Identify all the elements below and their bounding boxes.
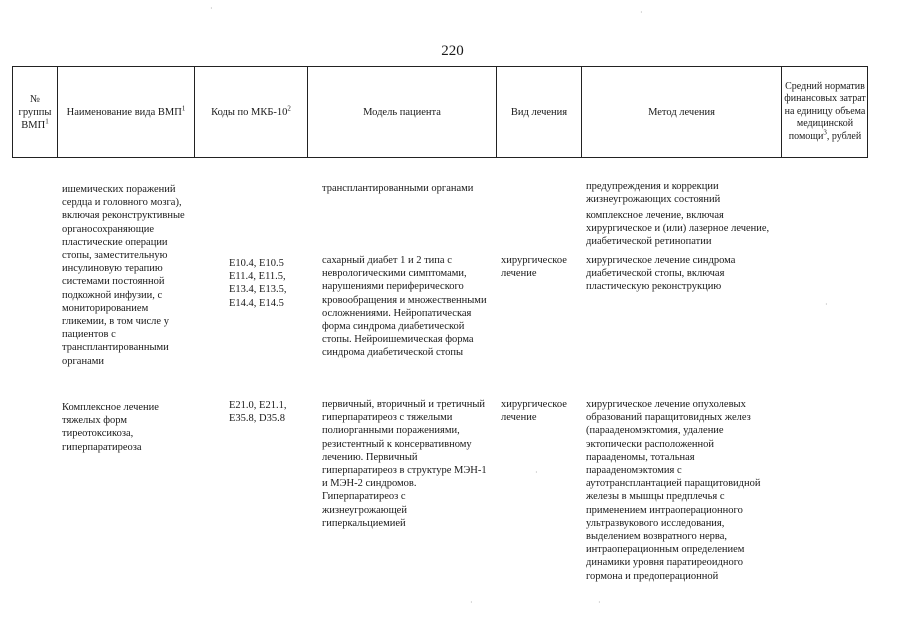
row1-treatment: хирургическое лечение xyxy=(501,255,567,280)
row2-model: первичный, вторичный и третичный гиперпаратиреоз с тяжелыми полиорганными поражениями, резистентный к консервативному лечению. Первичный гиперпаратиреоз в структуре МЭН-1 и МЭН-2 синдромов. Гиперпаратиреоз с жизнеугрожающей гиперкальциемией xyxy=(322,399,487,529)
header-right-border xyxy=(867,66,868,158)
header-divider-6 xyxy=(781,66,782,158)
page-number: 220 xyxy=(441,43,464,59)
row1-method-surgery: хирургическое лечение синдрома диабетической стопы, включая пластическую реконструкцию xyxy=(586,255,736,293)
header-cost: Средний норматив финансовых затрат на единицу объема медицинской помощи$^3$, рублей xyxy=(784,80,866,142)
row1-method-continued: предупреждения и коррекции жизнеугрожающих состояний xyxy=(586,181,721,206)
header-model: Модель пациента xyxy=(363,106,441,118)
scan-speck: · xyxy=(535,468,538,477)
row1-model-continued: трансплантированными органами xyxy=(322,183,474,194)
row1-codes: E10.4, E10.5 E11.4, E11.5, E13.4, E13.5, E14.4, E14.5 xyxy=(229,258,287,309)
row1-model: сахарный диабет 1 и 2 типа с неврологическими симптомами, нарушениями периферического кровообращения и множественными осложнениями. Нейропатическая форма синдрома диабетической стопы. Нейроишемическая форма синдрома диабетической стопы xyxy=(322,255,487,359)
scan-speck: · xyxy=(598,598,601,607)
row1-name: ишемических поражений сердца и головного мозга), включая реконструктивные органосохраняющие пластические операции стопы, заместительную инсулиновую терапию системами постоянной подкожной инфузии, с мониторированием гликемии, в том числе у пациентов с трансплантированными органами xyxy=(62,184,185,367)
scan-speck: · xyxy=(825,300,828,309)
header-codes: Коды по МКБ-$10^2$ xyxy=(211,104,291,118)
scan-speck: · xyxy=(470,598,473,607)
header-method: Метод лечения xyxy=(648,106,715,118)
header-treatment: Вид лечения xyxy=(510,106,568,118)
scan-speck: · xyxy=(210,4,213,13)
row2-name: Комплексное лечение тяжелых форм тиреотоксикоза, гиперпаратиреоза xyxy=(62,402,159,453)
header-name: Наименование вида ВМП$^1$ xyxy=(66,104,186,118)
header-bottom-border xyxy=(12,157,868,158)
header-group: № группы ВМП$^1$ xyxy=(18,93,52,131)
scan-speck: · xyxy=(640,8,643,17)
row2-treatment: хирургическое лечение xyxy=(501,399,567,424)
row1-method-retinopathy: комплексное лечение, включая хирургическое и (или) лазерное лечение, диабетической ретинопатии xyxy=(586,210,770,248)
row2-codes: E21.0, E21.1, E35.8, D35.8 xyxy=(229,400,287,425)
row2-method: хирургическое лечение опухолевых образований паращитовидных желез (парааденомэктомия, удаление эктопически расположенной парааденомы, тотальная парааденомэктомия с аутотрансплантацией паращитовидной железы в мышцы предплечья с применением интраоперационного ультразвукового исследования, выделением возвратного нерва, интраоперационным определением динамики уровня паратиреоидного гормона и предоперационной xyxy=(586,399,761,582)
